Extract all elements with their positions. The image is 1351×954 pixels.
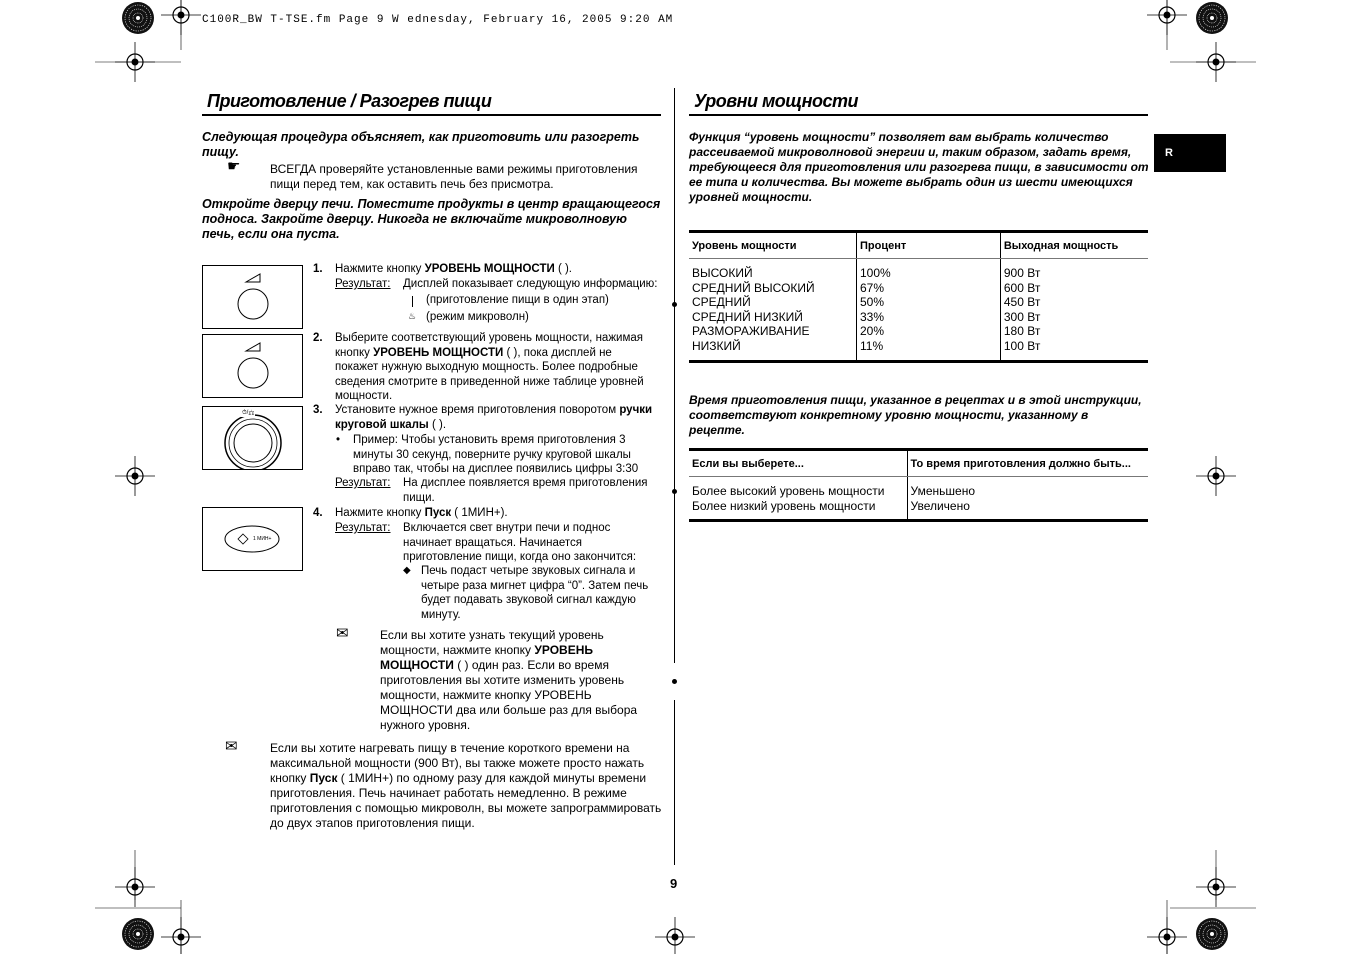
step-number: 3.	[313, 404, 323, 416]
title-rule	[202, 114, 661, 116]
table-row	[689, 259, 1148, 360]
table-cell: Более низкий уровень мощности	[692, 498, 876, 513]
result-label: Результат:	[335, 522, 391, 534]
step-number: 4.	[313, 507, 323, 519]
pointing-hand-icon: ☛	[227, 158, 241, 175]
level-column	[689, 259, 857, 360]
bullet-icon: •	[336, 434, 341, 446]
dial-knob-illustration	[202, 406, 303, 470]
table-cell: НИЗКИЙ	[692, 338, 741, 353]
table-row	[689, 477, 1148, 520]
dial-knob-label: ⏱/⚖	[242, 410, 255, 416]
microwave-mode-icon: ♨	[408, 311, 417, 321]
display-microwave-mode: (режим микроволн)	[426, 311, 529, 323]
display-single-stage: (приготовление пищи в один этап)	[426, 294, 609, 306]
table-cell: Увеличено	[910, 498, 970, 513]
step-number: 2.	[313, 332, 323, 344]
table-cell: 450 Вт	[1003, 295, 1041, 310]
step-number: 1.	[313, 263, 323, 275]
quick-start-note: Если вы хотите нагревать пищу в течение короткого времени на максимальной мощности (900 Вт), вы также можете просто нажать кнопку Пуск ( 1МИН+) по одному разу для каждой минуты времени приготовления. Печь начинает работать немедленно. В режиме приготовления с помощью микроволн, вы можете запрограммировать до двух этапов приготовления пищи.	[270, 741, 662, 830]
note-icon: ✉	[336, 625, 349, 642]
table-cell: Более высокий уровень мощности	[692, 484, 885, 498]
table-cell: ВЫСОКИЙ	[692, 266, 753, 280]
table-cell: 50%	[860, 295, 885, 310]
choice-column	[689, 477, 907, 520]
starburst-mark-top-right-icon	[1196, 2, 1228, 34]
table-cell: 900 Вт	[1003, 266, 1041, 280]
title-rule	[689, 114, 1148, 116]
starburst-mark-top-left-icon	[122, 2, 154, 34]
step-4-result: Включается свет внутри печи и поднос начинает вращаться. Начинается приготовление пищи, когда оно закончится:	[403, 522, 637, 564]
output-column	[1000, 259, 1148, 360]
table-cell: 20%	[860, 324, 885, 339]
power-level-icon	[203, 335, 302, 397]
result-label: Результат:	[335, 278, 391, 290]
start-button-illustration	[202, 507, 303, 571]
table-cell: 600 Вт	[1003, 280, 1041, 295]
power-level-button-illustration	[202, 265, 303, 329]
result-label: Результат:	[335, 477, 391, 489]
diamond-bullet-icon: ◆	[403, 565, 411, 576]
table-cell: 300 Вт	[1003, 309, 1041, 324]
registration-mark-icon	[1196, 456, 1236, 496]
starburst-mark-bottom-right-icon	[1196, 918, 1228, 950]
table-cell: 100%	[860, 266, 891, 280]
bullet-dot	[672, 489, 677, 494]
table-cell: 180 Вт	[1003, 324, 1041, 339]
starburst-mark-bottom-left-icon	[122, 918, 154, 950]
percent-column	[857, 259, 1001, 360]
power-level-button-illustration	[202, 334, 303, 398]
step-1-text: Нажмите кнопку УРОВЕНЬ МОЩНОСТИ ( ).	[335, 263, 572, 275]
open-door-instruction: Откройте дверцу печи. Поместите продукты в центр вращающегося подноса. Закройте дверцу. Никогда не включайте микроволновую печь, если она пуста.	[202, 197, 661, 241]
step-4-text: Нажмите кнопку Пуск ( 1МИН+).	[335, 507, 508, 519]
column-divider	[674, 700, 675, 865]
column-header: Уровень мощности	[689, 233, 857, 259]
step-3-result: На дисплее появляется время приготовления пищи.	[403, 477, 648, 504]
check-settings-note: ВСЕГДА проверяйте установленные вами режимы приготовления пищи перед тем, как оставить печь без присмотра.	[270, 162, 638, 191]
column-header: Выходная мощность	[1000, 233, 1148, 259]
recipe-time-note: Время приготовления пищи, указанное в рецептах и в этой инструкции, соответствуют конкретному уровню мощности, указанному в рецепте.	[689, 393, 1142, 437]
step-1-result: Дисплей показывает следующую информацию:	[403, 278, 658, 290]
column-header: Процент	[857, 233, 1001, 259]
table-cell: РАЗМОРАЖИВАНИЕ	[692, 324, 810, 339]
power-level-icon	[203, 266, 302, 328]
table-cell: СРЕДНИЙ ВЫСОКИЙ	[692, 280, 815, 295]
table-cell: 33%	[860, 309, 885, 324]
language-tab-badge: R	[1154, 134, 1226, 172]
page-title-cooking: Приготовление / Разогрев пищи	[207, 91, 492, 111]
current-level-note: Если вы хотите узнать текущий уровень мощности, нажмите кнопку УРОВЕНЬ МОЩНОСТИ ( ) один раз. Если во время приготовления вы хотите изменить уровень мощности, нажмите кнопку УРОВЕНЬ МОЩНОСТИ два или больше раз для выбора нужного уровня.	[380, 628, 638, 732]
table-cell: 100 Вт	[1003, 338, 1041, 353]
table-cell: 67%	[860, 280, 885, 295]
registration-mark-icon	[655, 917, 695, 954]
step-4-completion: Печь подаст четыре звуковых сигнала и четыре раза мигнет цифра “0”. Затем печь будет подавать звуковой сигнал каждую минуту.	[421, 565, 649, 621]
start-button-label: 1 МИН+	[253, 536, 272, 542]
registration-mark-icon	[115, 456, 155, 496]
page-title-power-levels: Уровни мощности	[694, 91, 858, 111]
left-intro: Следующая процедура объясняет, как приготовить или разогреть пищу.	[202, 130, 640, 159]
note-icon: ✉	[225, 738, 238, 755]
step-3-text: Установите нужное время приготовления поворотом ручки круговой шкалы ( ).	[335, 404, 653, 431]
power-level-table	[689, 230, 1148, 363]
bullet-dot	[672, 302, 677, 307]
level-choice-table	[689, 448, 1148, 522]
table-cell: 11%	[860, 338, 884, 353]
single-stage-icon	[412, 296, 413, 307]
page-number: 9	[670, 876, 678, 891]
step-2-text: Выберите соответствующий уровень мощности, нажимая кнопку УРОВЕНЬ МОЩНОСТИ ( ), пока дисплей не покажет нужную выходную мощность. Более подробные сведения смотрите в приведенной ниже таблице уровней мощности.	[335, 332, 644, 403]
table-cell: СРЕДНИЙ	[692, 295, 751, 310]
column-header: То время приготовления должно быть...	[907, 451, 1148, 477]
step-3-example: Пример: Чтобы установить время приготовления 3 минуты 30 секунд, поверните ручку круговой шкалы вправо так, чтобы на дисплее появились цифры 3:30	[353, 434, 639, 476]
bullet-dot	[672, 679, 677, 684]
time-column	[907, 477, 1148, 520]
file-info-header: C100R_BW T-TSE.fm Page 9 W ednesday, February 16, 2005 9:20 AM	[202, 14, 674, 26]
column-divider	[674, 88, 675, 663]
table-cell: Уменьшено	[910, 484, 975, 498]
power-level-intro: Функция “уровень мощности” позволяет вам выбрать количество рассеиваемой микроволновой энергии и, таким образом, задать время, требующееся для приготовления или разогрева пищи, в зависимости от ее типа и количества. Вы можете выбрать один из шести имеющихся уровней мощности.	[689, 130, 1149, 204]
column-header: Если вы выберете...	[689, 451, 907, 477]
table-cell: СРЕДНИЙ НИЗКИЙ	[692, 309, 803, 324]
